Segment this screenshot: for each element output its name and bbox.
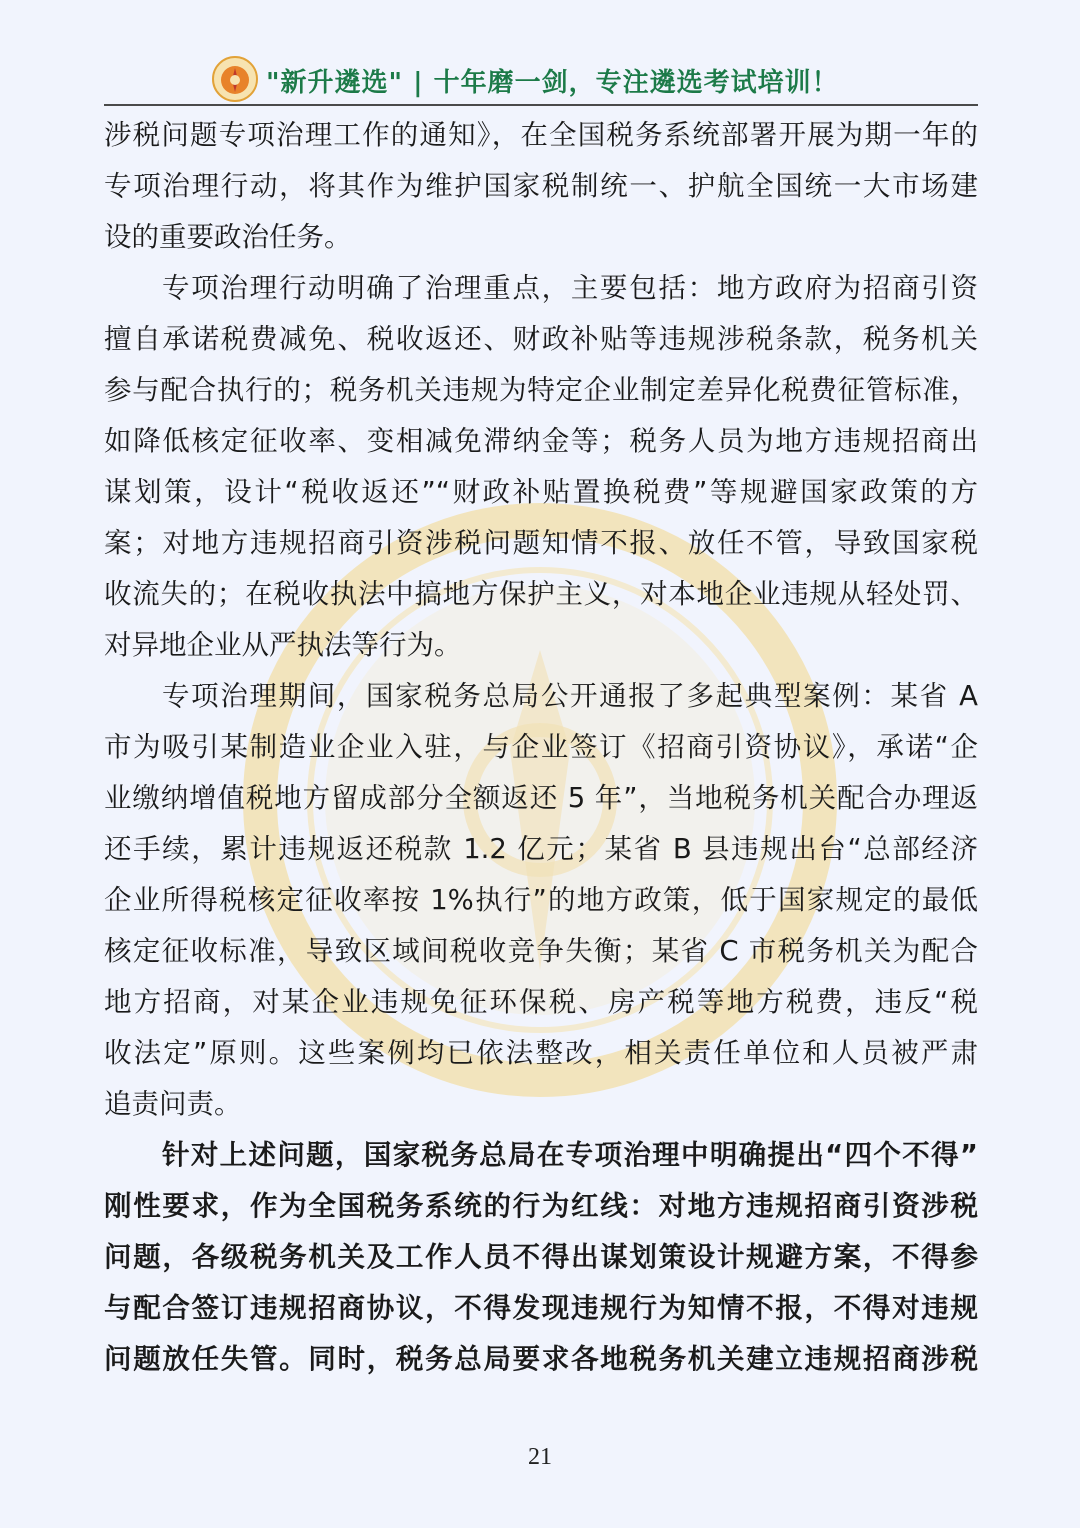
text-line: 与配合签订违规招商协议，不得发现违规行为知情不报，不得对违规 [104, 1292, 978, 1324]
text-line: 核定征收标准，导致区域间税收竞争失衡；某省 C 市税务机关为配合 [104, 935, 978, 967]
text-line: 专项治理行动，将其作为维护国家税制统一、护航全国统一大市场建 [104, 170, 978, 202]
text-line: 针对上述问题，国家税务总局在专项治理中明确提出“四个不得” [162, 1139, 978, 1171]
text-line: 擅自承诺税费减免、税收返还、财政补贴等违规涉税条款，税务机关 [104, 323, 978, 355]
text-line: 专项治理行动明确了治理重点，主要包括：地方政府为招商引资 [162, 272, 978, 304]
text-line: 涉税问题专项治理工作的通知》，在全国税务系统部署开展为期一年的 [104, 119, 978, 151]
text-line: 还手续，累计违规返还税款 1.2 亿元；某省 B 县违规出台“总部经济 [104, 833, 978, 865]
text-line: 参与配合执行的；税务机关违规为特定企业制定差异化税费征管标准， [104, 374, 978, 406]
text-line: 企业所得税核定征收率按 1%执行”的地方政策，低于国家规定的最低 [104, 884, 978, 916]
text-line: 地方招商，对某企业违规免征环保税、房产税等地方税费，违反“税 [104, 986, 978, 1018]
text-line: 设的重要政治任务。 [104, 221, 352, 253]
text-line: 业缴纳增值税地方留成部分全额返还 5 年”，当地税务机关配合办理返 [104, 782, 978, 814]
text-line: 谋划策，设计“税收返还”“财政补贴置换税费”等规避国家政策的方 [104, 476, 978, 508]
text-line: 刚性要求，作为全国税务系统的行为红线：对地方违规招商引资涉税 [104, 1190, 978, 1222]
text-line: 追责问责。 [104, 1088, 242, 1120]
text-line: 问题放任失管。同时，税务总局要求各地税务机关建立违规招商涉税 [104, 1343, 978, 1375]
text-line: 问题，各级税务机关及工作人员不得出谋划策设计规避方案，不得参 [104, 1241, 978, 1273]
header-slogan: "新升遴选" | 十年磨一剑，专注遴选考试培训！ [266, 68, 839, 98]
text-line: 收法定”原则。这些案例均已依法整改，相关责任单位和人员被严肃 [104, 1037, 978, 1069]
text-line: 专项治理期间，国家税务总局公开通报了多起典型案例：某省 A [162, 680, 978, 712]
text-line: 如降低核定征收率、变相减免滞纳金等；税务人员为地方违规招商出 [104, 425, 978, 457]
document-body [104, 110, 978, 1385]
text-line: 案；对地方违规招商引资涉税问题知情不报、放任不管，导致国家税 [104, 527, 978, 559]
page-number: 21 [528, 1444, 552, 1470]
page-header [104, 56, 978, 106]
xinsheng-logo-icon [212, 56, 258, 102]
text-line: 市为吸引某制造业企业入驻，与企业签订《招商引资协议》，承诺“企 [104, 731, 978, 763]
text-line: 对异地企业从严执法等行为。 [104, 629, 462, 661]
text-line: 收流失的；在税收执法中搞地方保护主义，对本地企业违规从轻处罚、 [104, 578, 978, 610]
